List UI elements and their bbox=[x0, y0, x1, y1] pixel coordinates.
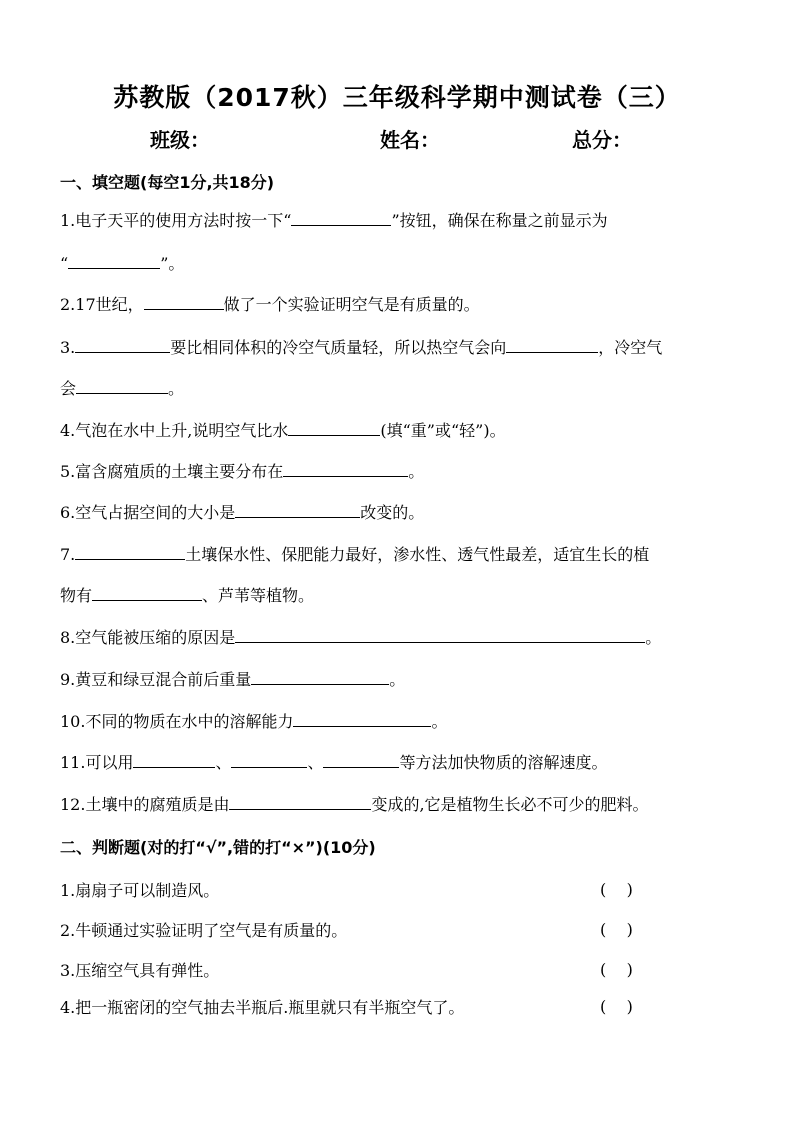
answer-blank[interactable] bbox=[293, 711, 431, 727]
judge-item-4: 4.把一瓶密闭的空气抽去半瓶后.瓶里就只有半瓶空气了。 bbox=[60, 998, 465, 1017]
judge-item-2: 2.牛顿通过实验证明了空气是有质量的。 bbox=[60, 921, 348, 940]
question-3-line-2: 会 。 bbox=[60, 379, 185, 398]
question-2: 2.17世纪， 做了一个实验证明空气是有质量的。 bbox=[60, 295, 480, 314]
question-7-line-2: 物有 、芦苇等植物。 bbox=[60, 586, 315, 605]
answer-blank[interactable] bbox=[229, 794, 371, 810]
section1-heading: 一、填空题(每空1分,共18分) bbox=[60, 173, 275, 192]
answer-blank[interactable] bbox=[283, 461, 408, 477]
question-3-line-1: 3. 要比相同体积的冷空气质量轻，所以热空气会向 ，冷空气 bbox=[60, 338, 663, 357]
question-5: 5.富含腐殖质的土壤主要分布在 。 bbox=[60, 462, 425, 481]
answer-parentheses[interactable]: ( ) bbox=[600, 997, 633, 1016]
answer-blank[interactable] bbox=[76, 378, 168, 394]
question-4: 4.气泡在水中上升,说明空气比水 (填“重”或“轻”)。 bbox=[60, 421, 506, 440]
answer-blank[interactable] bbox=[235, 502, 360, 518]
answer-blank[interactable] bbox=[288, 420, 380, 436]
judge-item-3: 3.压缩空气具有弹性。 bbox=[60, 961, 220, 980]
question-1-line-1: 1.电子天平的使用方法时按一下“ ”按钮，确保在称量之前显示为 bbox=[60, 211, 608, 230]
answer-blank[interactable] bbox=[75, 337, 170, 353]
answer-parentheses[interactable]: ( ) bbox=[600, 960, 633, 979]
question-1-line-2: “ ”。 bbox=[60, 254, 185, 273]
answer-blank[interactable] bbox=[251, 669, 389, 685]
question-6: 6.空气占据空间的大小是 改变的。 bbox=[60, 503, 425, 522]
judge-item-1: 1.扇扇子可以制造风。 bbox=[60, 881, 220, 900]
answer-blank[interactable] bbox=[506, 337, 598, 353]
page-title: 苏教版（2017秋）三年级科学期中测试卷（三） bbox=[113, 83, 681, 112]
question-7-line-1: 7. 土壤保水性、保肥能力最好，渗水性、透气性最差，适宜生长的植 bbox=[60, 545, 650, 564]
answer-parentheses[interactable]: ( ) bbox=[600, 880, 633, 899]
answer-blank[interactable] bbox=[291, 210, 391, 226]
question-12: 12.土壤中的腐殖质是由 变成的,它是植物生长必不可少的肥料。 bbox=[60, 795, 649, 814]
answer-blank[interactable] bbox=[68, 253, 160, 269]
answer-blank[interactable] bbox=[231, 752, 307, 768]
answer-blank[interactable] bbox=[92, 585, 202, 601]
question-11: 11.可以用 、 、 等方法加快物质的溶解速度。 bbox=[60, 753, 608, 772]
answer-blank[interactable] bbox=[133, 752, 215, 768]
answer-blank[interactable] bbox=[323, 752, 399, 768]
answer-blank[interactable] bbox=[235, 627, 645, 643]
question-9: 9.黄豆和绿豆混合前后重量 。 bbox=[60, 670, 406, 689]
answer-blank[interactable] bbox=[144, 294, 224, 310]
answer-parentheses[interactable]: ( ) bbox=[600, 920, 633, 939]
class-label: 班级： bbox=[150, 128, 210, 152]
question-8: 8.空气能被压缩的原因是 。 bbox=[60, 628, 662, 647]
name-label: 姓名： bbox=[380, 128, 440, 152]
question-10: 10.不同的物质在水中的溶解能力 。 bbox=[60, 712, 448, 731]
answer-blank[interactable] bbox=[75, 544, 185, 560]
score-label: 总分： bbox=[572, 128, 632, 152]
section2-heading: 二、判断题(对的打“√”,错的打“×”)(10分) bbox=[60, 838, 376, 857]
